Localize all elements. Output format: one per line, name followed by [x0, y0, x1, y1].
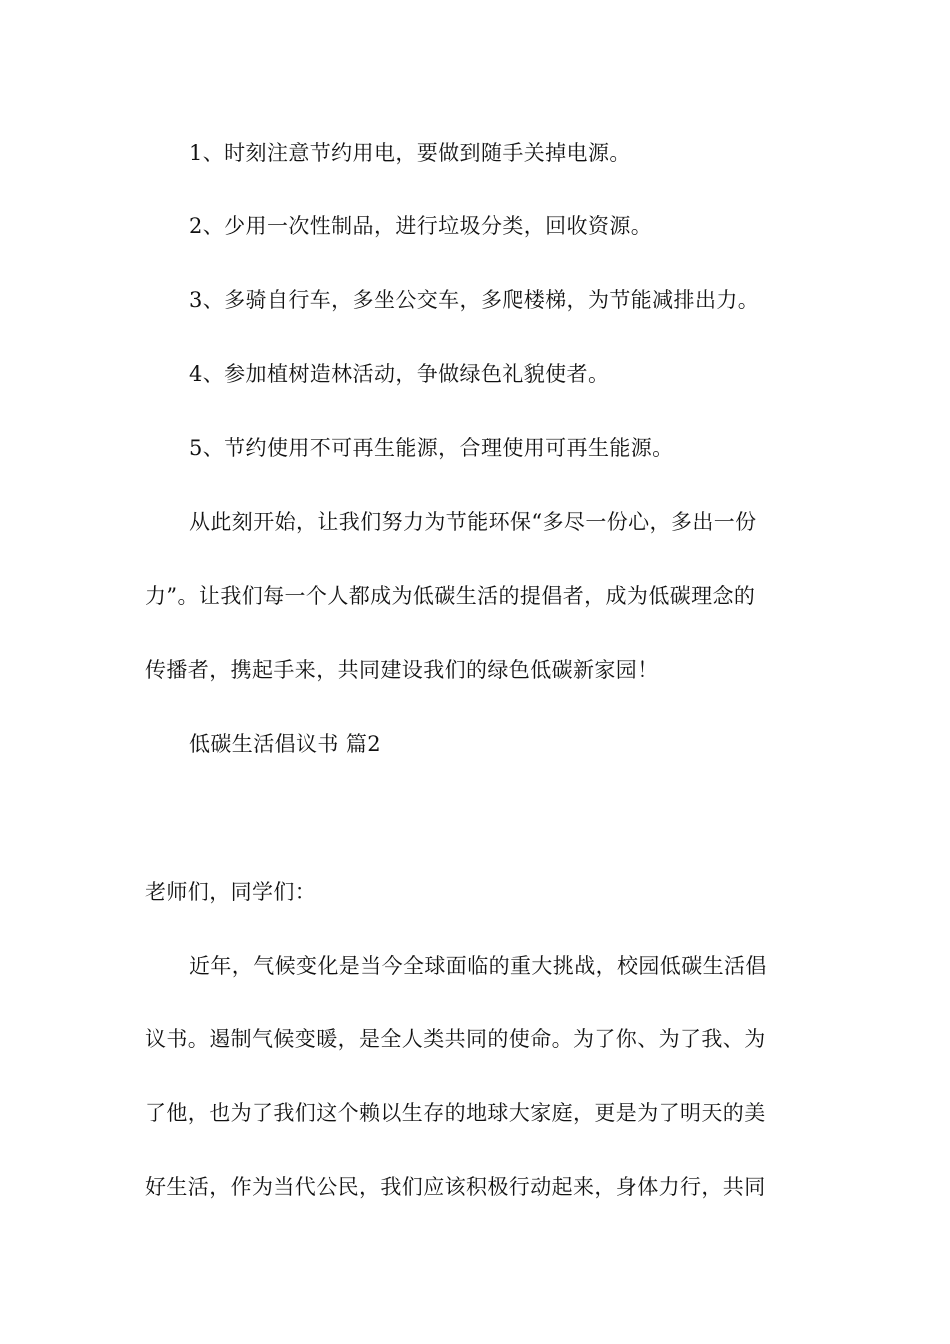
- list-item-5: 5、节约使用不可再生能源，合理使用可再生能源。: [189, 436, 674, 460]
- section-title: 低碳生活倡议书 篇2: [189, 732, 382, 756]
- closing-paragraph-line-1: 从此刻开始，让我们努力为节能环保“多尽一份心，多出一份: [189, 510, 757, 534]
- list-item-3: 3、多骑自行车，多坐公交车，多爬楼梯，为节能减排出力。: [189, 288, 760, 312]
- body-paragraph-line-3: 了他，也为了我们这个赖以生存的地球大家庭，更是为了明天的美: [145, 1101, 766, 1125]
- list-item-4: 4、参加植树造林活动，争做绿色礼貌使者。: [189, 362, 610, 386]
- closing-paragraph-line-3: 传播者，携起手来，共同建设我们的绿色低碳新家园！: [145, 658, 659, 682]
- list-item-2: 2、少用一次性制品，进行垃圾分类，回收资源。: [189, 214, 653, 238]
- body-paragraph-line-2: 议书。遏制气候变暖，是全人类共同的使命。为了你、为了我、为: [145, 1027, 766, 1051]
- salutation: 老师们，同学们：: [145, 880, 317, 904]
- list-item-1: 1、时刻注意节约用电，要做到随手关掉电源。: [189, 141, 631, 165]
- body-paragraph-line-1: 近年，气候变化是当今全球面临的重大挑战，校园低碳生活倡: [189, 954, 767, 978]
- body-paragraph-line-4: 好生活，作为当代公民，我们应该积极行动起来，身体力行，共同: [145, 1175, 766, 1199]
- closing-paragraph-line-2: 力”。让我们每一个人都成为低碳生活的提倡者，成为低碳理念的: [145, 584, 756, 608]
